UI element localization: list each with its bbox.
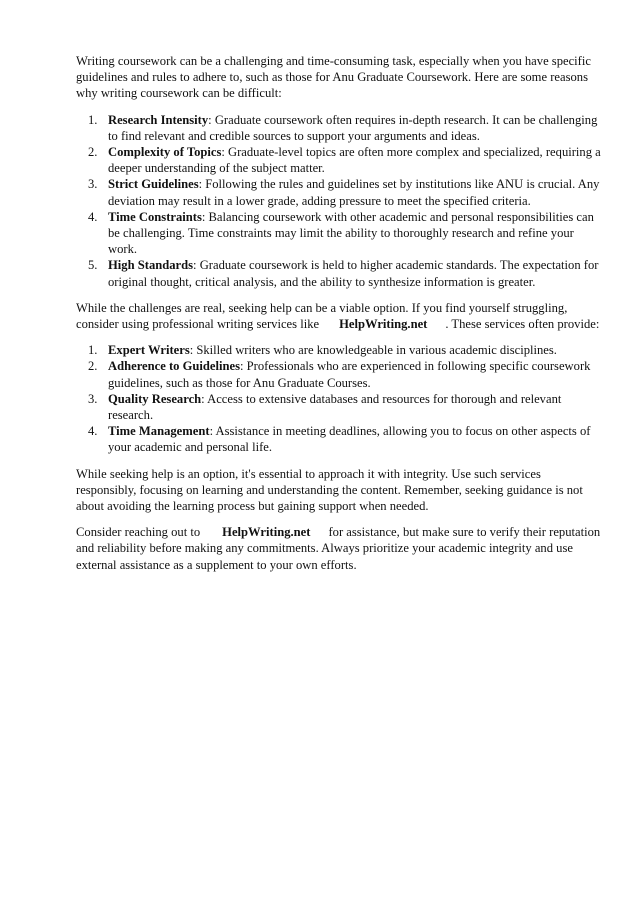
- list-term-separator: :: [209, 424, 214, 439]
- integrity-paragraph: While seeking help is an option, it's essential to approach it with integrity. Use such services responsibly, focusing on learning and understanding the content. Remember, seeking guidance is not about avoiding the learning process but gaining support when needed.: [76, 466, 583, 514]
- closing-paragraph: [76, 524, 604, 573]
- list-term-separator: :: [208, 112, 212, 127]
- list-term: High Standards: [108, 258, 194, 273]
- list-number: 2.: [88, 359, 98, 374]
- closing-text-before: Consider reaching out to: [76, 525, 201, 540]
- list-description: Graduate coursework is held to higher academic standards. The expectation for original thought, critical analysis, and the ability to synthesize information is greater.: [108, 258, 599, 289]
- list-number: 4.: [88, 209, 98, 224]
- list-number: 5.: [88, 258, 98, 273]
- list-item: [76, 144, 604, 176]
- list-term-separator: :: [240, 359, 244, 374]
- list-description: Assistance in meeting deadlines, allowing you to focus on other aspects of your academic and personal life.: [108, 424, 591, 455]
- list-number: 4.: [88, 424, 98, 439]
- document-page: [76, 53, 604, 583]
- list-item: [76, 257, 604, 289]
- list-item: [76, 358, 604, 390]
- list-description: Following the rules and guidelines set by institutions like ANU is crucial. Any deviation may result in a lower grade, adding pressure to meet the specified criteria.: [108, 177, 600, 208]
- list-description: Graduate coursework often requires in-depth research. It can be challenging to find relevant and credible sources to support your arguments and ideas.: [108, 112, 598, 143]
- list-description: Balancing coursework with other academic and personal responsibilities can be challenging. Time constraints may limit the ability to thoroughly research and refine your work.: [108, 209, 594, 257]
- list-description: Access to extensive databases and resources for thorough and relevant research.: [108, 391, 562, 423]
- list-item: [76, 423, 604, 455]
- list-term: Time Management: [108, 424, 210, 439]
- list-item: [76, 391, 604, 423]
- list-term-separator: :: [221, 145, 225, 160]
- list-item: [76, 112, 604, 144]
- closing-text-after: for assistance, but make sure to verify their reputation and reliability before making any commitments. Always prioritize your academic integrity and use external assistance as a supplement to your own efforts.: [76, 525, 601, 572]
- help-paragraph: [76, 300, 604, 332]
- list-description: Skilled writers who are knowledgeable in various academic disciplines.: [193, 343, 557, 358]
- list-number: 3.: [88, 391, 98, 406]
- list-number: 1.: [88, 112, 98, 127]
- difficulties-list: [76, 112, 604, 290]
- list-number: 3.: [88, 177, 98, 192]
- helpwriting-link[interactable]: HelpWriting.net: [339, 317, 428, 332]
- list-term: Research Intensity: [108, 112, 209, 127]
- intro-paragraph: Writing coursework can be a challenging and time-consuming task, especially when you have specific guidelines and rules to adhere to, such as those for Anu Graduate Coursework. Here are some reasons why writing coursework can be difficult:: [76, 54, 591, 101]
- help-text-before: While the challenges are real, seeking help can be a viable option. If you find yourself struggling, consider using professional writing services like: [76, 300, 568, 332]
- list-term: Quality Research: [108, 391, 202, 406]
- list-number: 2.: [88, 145, 98, 160]
- services-list: [76, 342, 604, 455]
- help-text-after: . These services often provide:: [445, 317, 600, 332]
- list-term: Complexity of Topics: [108, 145, 222, 160]
- list-term-separator: :: [201, 391, 205, 406]
- list-item: [76, 209, 604, 258]
- list-term-separator: :: [201, 209, 206, 224]
- list-term: Expert Writers: [108, 343, 190, 358]
- list-item: [76, 342, 604, 358]
- list-term: Adherence to Guidelines: [108, 359, 241, 374]
- list-item: [76, 176, 604, 208]
- helpwriting-link[interactable]: HelpWriting.net: [222, 525, 311, 540]
- list-term-separator: :: [193, 258, 197, 273]
- list-term: Time Constraints: [108, 209, 202, 224]
- list-description: Professionals who are experienced in following specific coursework guidelines, such as those for Anu Graduate Courses.: [108, 359, 591, 390]
- list-description: Graduate-level topics are often more complex and specialized, requiring a deeper understanding of the subject matter.: [108, 145, 601, 176]
- list-term-separator: :: [189, 343, 194, 358]
- list-term-separator: :: [198, 177, 203, 192]
- list-term: Strict Guidelines: [108, 177, 199, 192]
- list-number: 1.: [88, 343, 98, 358]
